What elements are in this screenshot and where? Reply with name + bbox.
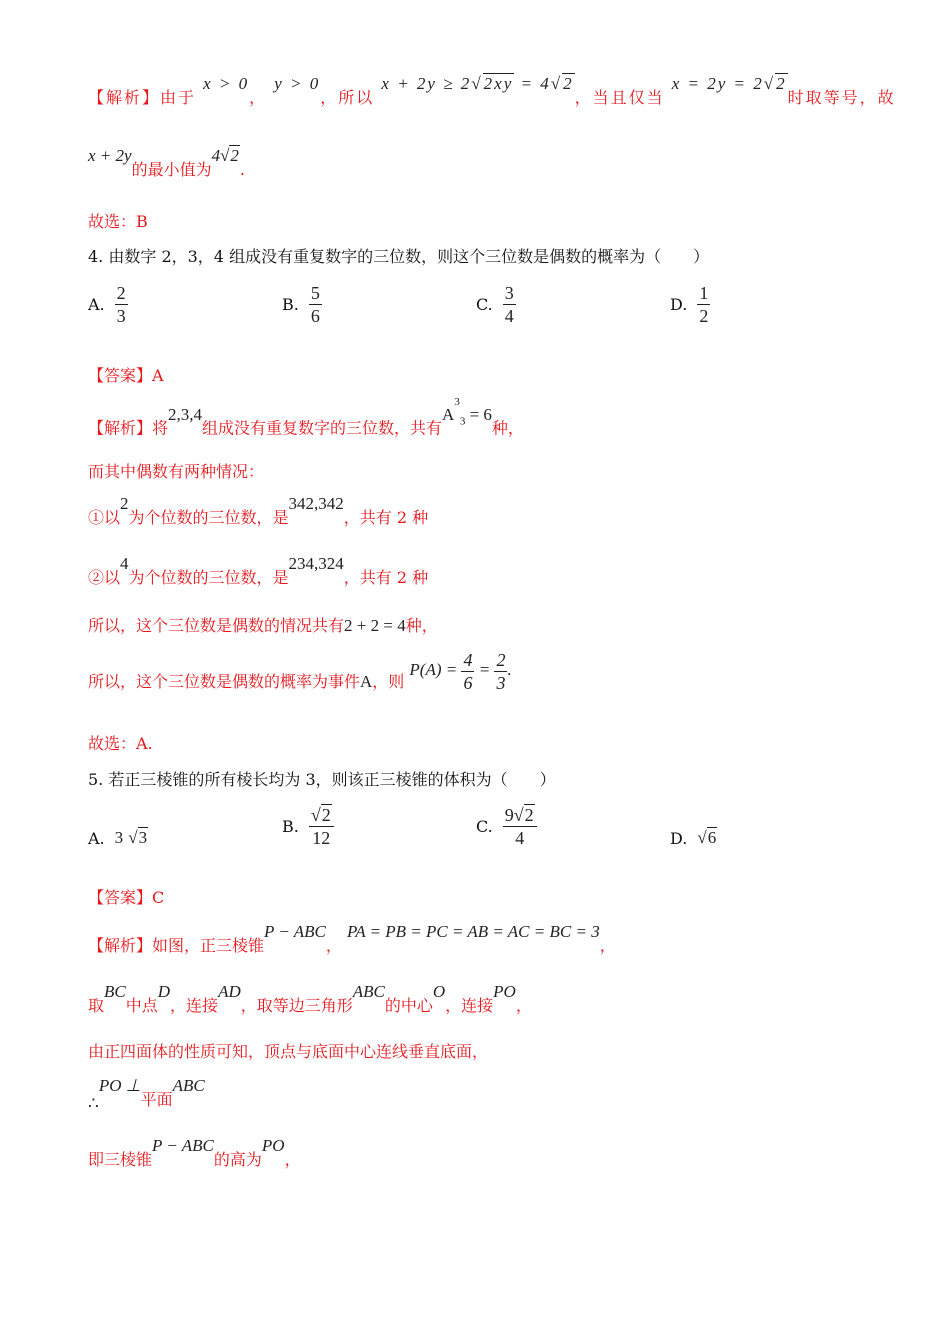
question-5-stem: 5. 若正三棱锥的所有棱长均为 3，则该正三棱锥的体积为（ ） — [88, 770, 556, 789]
q5-option-d: D. √6 — [670, 828, 717, 848]
q5-analysis-5: 即三棱锥P − ABC的高为PO， — [88, 1136, 301, 1169]
analysis-tag: 【解析】 — [88, 88, 161, 107]
q5-option-b: B. $\frac{√2}{12}$ — [282, 804, 334, 849]
q5-analysis-4: ∴PO ⊥平面ABC — [88, 1076, 205, 1113]
q4-analysis-2: 而其中偶数有两种情况： — [88, 462, 265, 481]
math-x-plus-2y: x + 2y — [88, 146, 132, 165]
math-min-value: 4√2 — [211, 146, 239, 165]
q4-analysis-6: 所以，这个三位数是偶数的概率为事件A，则 P(A) = $\frac{4}{6}$ = $\frac{2}{3}$ . — [88, 649, 512, 693]
q4-option-a: A. $\frac{2}{3}$ — [88, 283, 126, 326]
q5-analysis-1: 【解析】如图，正三棱锥P − ABC， PA = PB = PC = AB = AC = BC = 3， — [88, 922, 616, 955]
q4-analysis-3: ①以2为个位数的三位数，是342,342，共有 2 种 — [88, 494, 429, 527]
math-inequality: x + 2y ≥ 2√2xy = 4√2 — [381, 74, 574, 93]
math-probability: P(A) = $\frac{4}{6}$ = $\frac{2}{3}$ . — [409, 649, 512, 693]
q4-analysis-5: 所以，这个三位数是偶数的情况共有2 + 2 = 4种， — [88, 616, 438, 635]
q5-answer: 【答案】C — [88, 888, 165, 907]
q4-option-d: D. $\frac{1}{2}$ — [670, 283, 709, 326]
analysis-line-2: x + 2y的最小值为4√2. — [88, 146, 246, 179]
q4-option-c: C. $\frac{3}{4}$ — [476, 283, 514, 326]
choice-line-q3: 故选：B — [88, 212, 148, 231]
q4-choice: 故选：A. — [88, 734, 153, 753]
analysis-line-1: 【解析】由于 x > 0， y > 0，所以 x + 2y ≥ 2√2xy = 4√2，当且仅当 x = 2y = 2√2时取等号，故 — [88, 74, 896, 107]
q4-option-b: B. $\frac{5}{6}$ — [282, 283, 320, 326]
q4-analysis-4: ②以4为个位数的三位数，是234,324，共有 2 种 — [88, 554, 429, 587]
q4-analysis-1: 【解析】将2,3,4组成没有重复数字的三位数，共有$A^3_3 = 6$种， — [88, 396, 524, 438]
q5-analysis-3: 由正四面体的性质可知，顶点与底面中心连线垂直底面， — [88, 1042, 489, 1061]
math-equality-condition: x = 2y = 2√2 — [671, 74, 787, 93]
math-x-gt-0: x > 0 — [203, 74, 250, 93]
math-y-gt-0: y > 0 — [274, 74, 321, 93]
q4-answer: 【答案】A — [88, 366, 164, 385]
math-arrangement: $A^3_3 = 6$ — [442, 396, 492, 428]
q5-option-a: A. 3 √3 — [88, 828, 148, 848]
q5-analysis-2: 取BC中点D，连接AD，取等边三角形ABC的中心O，连接PO， — [88, 982, 532, 1015]
question-4-stem: 4. 由数字 2，3，4 组成没有重复数字的三位数，则这个三位数是偶数的概率为（ ） — [88, 247, 710, 266]
q5-option-c: C. $\frac{9√2}{4}$ — [476, 804, 537, 849]
